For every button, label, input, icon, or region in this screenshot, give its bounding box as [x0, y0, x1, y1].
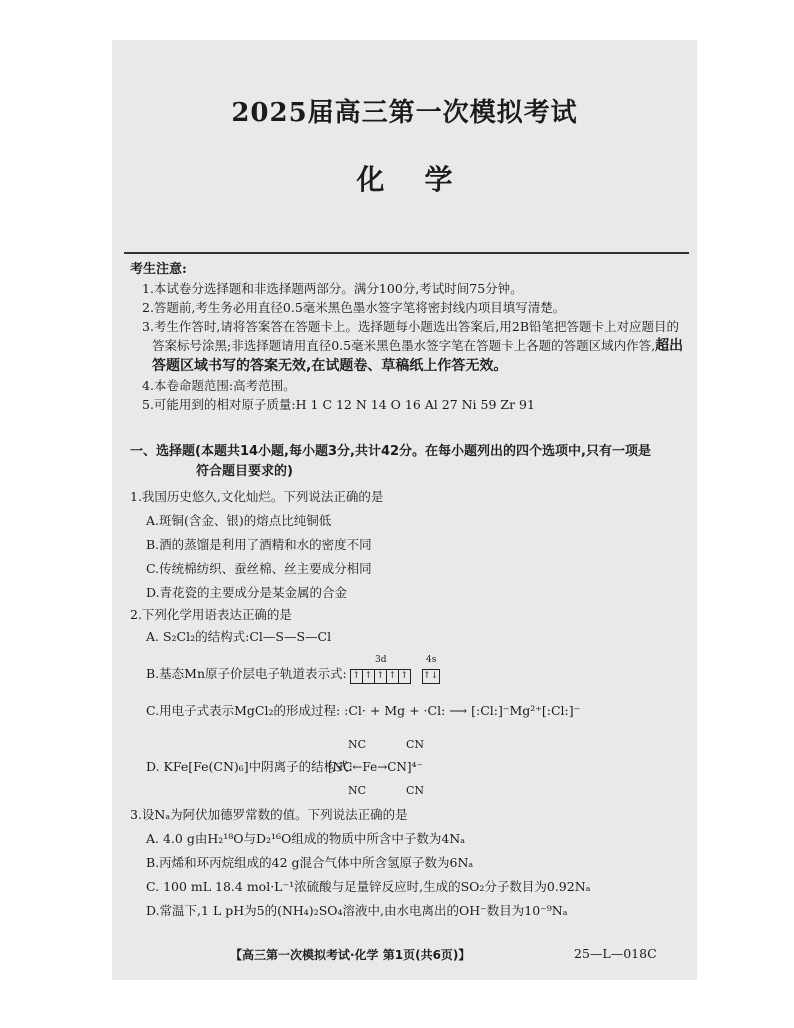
section-line: 符合题目要求的) [196, 464, 293, 479]
subject-title: 化学 [356, 163, 493, 196]
notice-item [130, 317, 690, 376]
question-2-option-c: C.用电子式表示MgCl₂的形成过程: :Cl· + Mg + ·Cl: ⟶ [:Cl:]⁻Mg²⁺[:Cl:]⁻ [146, 703, 581, 718]
question-3-option-b: B.丙烯和环丙烷组成的42 g混合气体中所含氢原子数为6Nₐ [146, 855, 474, 870]
footer-code: 25—L—018C [574, 946, 657, 961]
question-1-stem: 1.我国历史悠久,文化灿烂。下列说法正确的是 [130, 489, 384, 504]
question-3-stem: 3.设Nₐ为阿伏加德罗常数的值。下列说法正确的是 [130, 807, 408, 822]
question-3-option-d: D.常温下,1 L pH为5的(NH₄)₂SO₄溶液中,由水电离出的OH⁻数目为10⁻⁹Nₐ [146, 903, 568, 918]
notice-block [130, 260, 690, 414]
ferrocyanide-structure [322, 730, 482, 800]
option-b-text: B.基态Mn原子价层电子轨道表示式: [146, 666, 347, 681]
divider [124, 252, 689, 254]
orbital-box: ↑ [374, 669, 387, 684]
question-2-option-a: A. S₂Cl₂的结构式:Cl—S—S—Cl [146, 629, 332, 644]
notice-heading: 考生注意: [130, 262, 187, 277]
orbital-box: ↑ [398, 669, 411, 684]
orbital-4s-label: 4s [426, 655, 437, 665]
question-2-option-b [146, 655, 691, 684]
exam-title: 2025届高三第一次模拟考试 [231, 98, 578, 128]
notice-item: 4.本卷命题范围:高考范围。 [142, 378, 296, 393]
orbital-3d [351, 655, 411, 684]
question-3-option-c: C. 100 mL 18.4 mol·L⁻¹浓硫酸与足量锌反应时,生成的SO₂分子数目为0.92Nₐ [146, 879, 591, 894]
question-3-option-a: A. 4.0 g由H₂¹⁸O与D₂¹⁶O组成的物质中所含中子数为4Nₐ [146, 831, 466, 846]
orbital-box: ↑ [350, 669, 363, 684]
question-2-stem: 2.下列化学用语表达正确的是 [130, 607, 292, 622]
option-d-text: D. KFe[Fe(CN)₆]中阴离子的结构式: [146, 759, 353, 774]
orbital-3d-label: 3d [374, 655, 387, 665]
question-1-option-b: B.酒的蒸馏是利用了酒精和水的密度不同 [146, 537, 372, 552]
ligand-nc: NC [348, 738, 367, 751]
exam-sheet [112, 40, 697, 980]
notice-item: 5.可能用到的相对原子质量:H 1 C 12 N 14 O 16 Al 27 Ni 59 Zr 91 [142, 397, 535, 412]
question-1-option-d: D.青花瓷的主要成分是某金属的合金 [146, 585, 348, 600]
orbital-box: ↑↓ [422, 669, 440, 684]
question-1-option-c: C.传统棉纺织、蚕丝棉、丝主要成分相同 [146, 561, 372, 576]
notice-item-text: 3.考生作答时,请将答案答在答题卡上。选择题每小题选出答案后,用2B铅笔把答题卡上对应题目的答案标号涂黑;非选择题请用直径0.5毫米黑色墨水签字笔在答题卡上各题的答题区域内作答, [142, 319, 680, 353]
ligand-cn: CN [406, 784, 425, 797]
orbital-4s [423, 655, 440, 684]
notice-item: 2.答题前,考生务必用直径0.5毫米黑色墨水签字笔将密封线内项目填写清楚。 [142, 300, 566, 315]
notice-emphasis: 超出答题区域书写的答案无效,在试题卷、草稿纸上作答无效。 [152, 338, 684, 374]
complex-center: [NC←Fe→CN]⁴⁻ [328, 760, 423, 774]
footer-page-info: 【高三第一次模拟考试·化学 第1页(共6页)】 [230, 948, 471, 962]
orbital-box: ↑ [362, 669, 375, 684]
question-1-option-a: A.斑铜(含金、银)的熔点比纯铜低 [146, 513, 332, 528]
section-heading [130, 442, 690, 482]
orbital-box: ↑ [386, 669, 399, 684]
notice-item: 1.本试卷分选择题和非选择题两部分。满分100分,考试时间75分钟。 [142, 281, 523, 296]
ligand-cn: CN [406, 738, 425, 751]
question-2-option-d [146, 730, 691, 802]
ligand-nc: NC [348, 784, 367, 797]
section-line: 一、选择题(本题共14小题,每小题3分,共计42分。在每小题列出的四个选项中,只有一项是 [130, 444, 651, 459]
